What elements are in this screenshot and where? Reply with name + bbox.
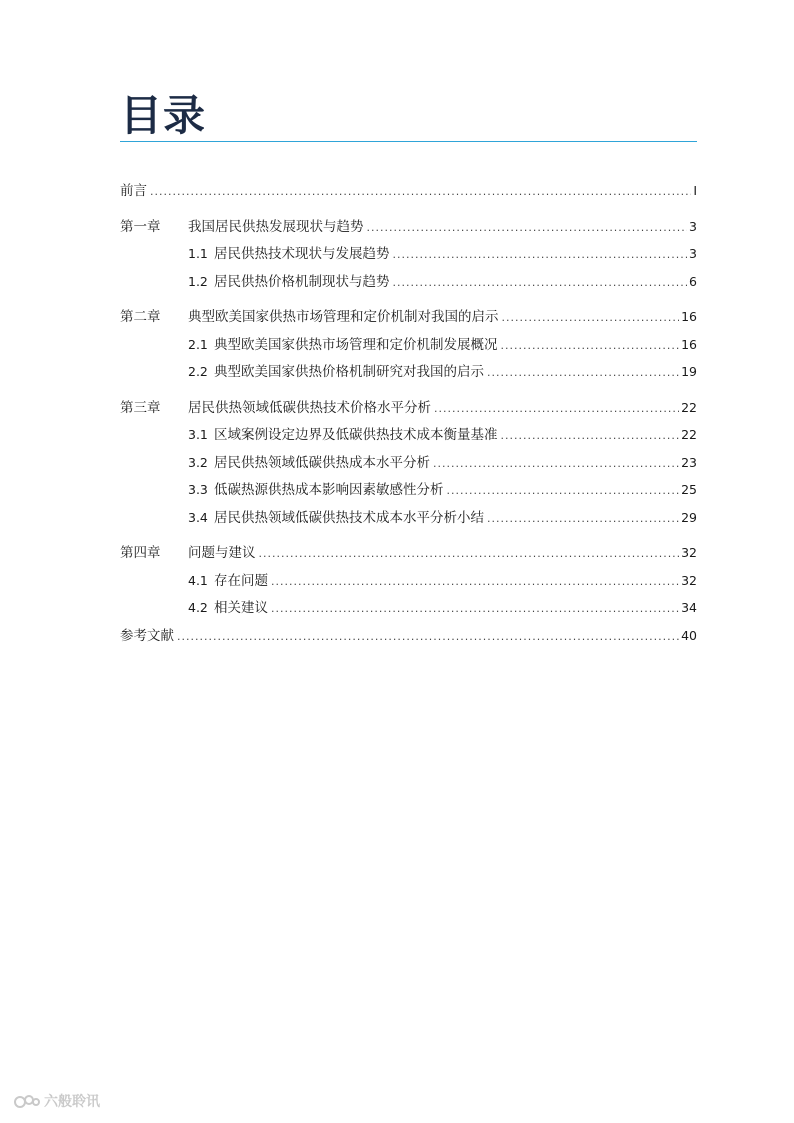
- toc-entry-label: 前言: [120, 183, 147, 199]
- toc-section-2-1[interactable]: [120, 331, 697, 359]
- toc-section-1-1[interactable]: [120, 240, 697, 268]
- section-number: 3.4: [188, 509, 208, 525]
- section-title: 区域案例设定边界及低碳供热技术成本衡量基准: [214, 427, 498, 443]
- section-title: 低碳热源供热成本影响因素敏感性分析: [214, 482, 444, 498]
- toc-chapter-2[interactable]: [120, 303, 697, 331]
- chapter-title: 问题与建议: [188, 545, 256, 561]
- section-title: 居民供热技术现状与发展趋势: [214, 246, 390, 262]
- dot-leader: [177, 623, 679, 651]
- logo-icon: [14, 1093, 40, 1109]
- dot-leader: [501, 422, 680, 450]
- watermark-text: 六般聆讯: [44, 1094, 100, 1110]
- dot-leader: [434, 395, 679, 423]
- toc-entry-label: 参考文献: [120, 627, 174, 644]
- toc-section-3-2[interactable]: [120, 449, 697, 477]
- page-title: 目录: [120, 91, 207, 140]
- section-number: 4.1: [188, 572, 208, 588]
- toc-page-number: 16: [681, 336, 697, 352]
- dot-leader: [502, 304, 680, 332]
- section-number: 3.2: [188, 454, 208, 470]
- toc-page-number: 25: [681, 482, 697, 497]
- section-title: 存在问题: [214, 572, 268, 589]
- section-number: 4.2: [188, 600, 208, 615]
- chapter-title: 我国居民供热发展现状与趋势: [188, 218, 364, 235]
- dot-leader: [271, 595, 679, 623]
- toc-page-number: 32: [681, 545, 697, 560]
- table-of-contents: [120, 177, 697, 649]
- dot-leader: [487, 359, 679, 387]
- section-number: 2.1: [188, 336, 208, 352]
- chapter-title: 居民供热领域低碳供热技术价格水平分析: [188, 399, 431, 416]
- toc-page-number: 3: [689, 246, 697, 261]
- section-number: 1.2: [188, 273, 208, 289]
- toc-page-number: 6: [689, 273, 697, 289]
- section-title: 典型欧美国家供热价格机制研究对我国的启示: [214, 364, 484, 380]
- toc-page-number: 3: [689, 218, 697, 234]
- toc-section-1-2[interactable]: [120, 268, 697, 296]
- chapter-title: 典型欧美国家供热市场管理和定价机制对我国的启示: [188, 309, 499, 325]
- dot-leader: [150, 178, 691, 206]
- watermark: [14, 1091, 100, 1111]
- section-title: 居民供热领域低碳供热成本水平分析: [214, 454, 430, 471]
- chapter-number: 第一章: [120, 218, 161, 235]
- toc-references[interactable]: [120, 622, 697, 650]
- section-title: 居民供热价格机制现状与趋势: [214, 273, 390, 290]
- toc-preface[interactable]: [120, 177, 697, 205]
- chapter-number: 第三章: [120, 399, 161, 416]
- section-title: 典型欧美国家供热市场管理和定价机制发展概况: [214, 336, 498, 353]
- dot-leader: [501, 332, 680, 360]
- toc-chapter-4[interactable]: [120, 539, 697, 567]
- toc-section-3-3[interactable]: [120, 476, 697, 504]
- section-title: 居民供热领域低碳供热技术成本水平分析小结: [214, 509, 484, 526]
- section-number: 2.2: [188, 364, 208, 379]
- toc-page-number: 40: [681, 627, 697, 643]
- dot-leader: [487, 505, 679, 533]
- toc-page-number: 29: [681, 509, 697, 525]
- dot-leader: [393, 269, 688, 297]
- toc-page-number: 34: [681, 600, 697, 615]
- toc-page-number: 16: [681, 309, 697, 324]
- toc-page-number: 23: [681, 454, 697, 470]
- toc-chapter-1[interactable]: [120, 213, 697, 241]
- section-number: 3.1: [188, 427, 208, 442]
- toc-page-number: I: [693, 183, 697, 198]
- section-number: 1.1: [188, 246, 208, 261]
- section-title: 相关建议: [214, 600, 268, 616]
- chapter-number: 第二章: [120, 309, 161, 325]
- toc-page-number: 22: [681, 427, 697, 442]
- dot-leader: [447, 477, 680, 505]
- toc-section-4-2[interactable]: [120, 594, 697, 622]
- toc-page-number: 19: [681, 364, 697, 379]
- toc-page-number: 22: [681, 399, 697, 415]
- toc-section-4-1[interactable]: [120, 567, 697, 595]
- dot-leader: [367, 214, 688, 242]
- section-number: 3.3: [188, 482, 208, 497]
- title-divider: [120, 141, 697, 142]
- chapter-number: 第四章: [120, 545, 161, 561]
- toc-page-number: 32: [681, 572, 697, 588]
- toc-section-3-1[interactable]: [120, 421, 697, 449]
- dot-leader: [271, 568, 679, 596]
- toc-section-2-2[interactable]: [120, 358, 697, 386]
- toc-section-3-4[interactable]: [120, 504, 697, 532]
- dot-leader: [259, 540, 680, 568]
- dot-leader: [433, 450, 679, 478]
- toc-chapter-3[interactable]: [120, 394, 697, 422]
- dot-leader: [393, 241, 688, 269]
